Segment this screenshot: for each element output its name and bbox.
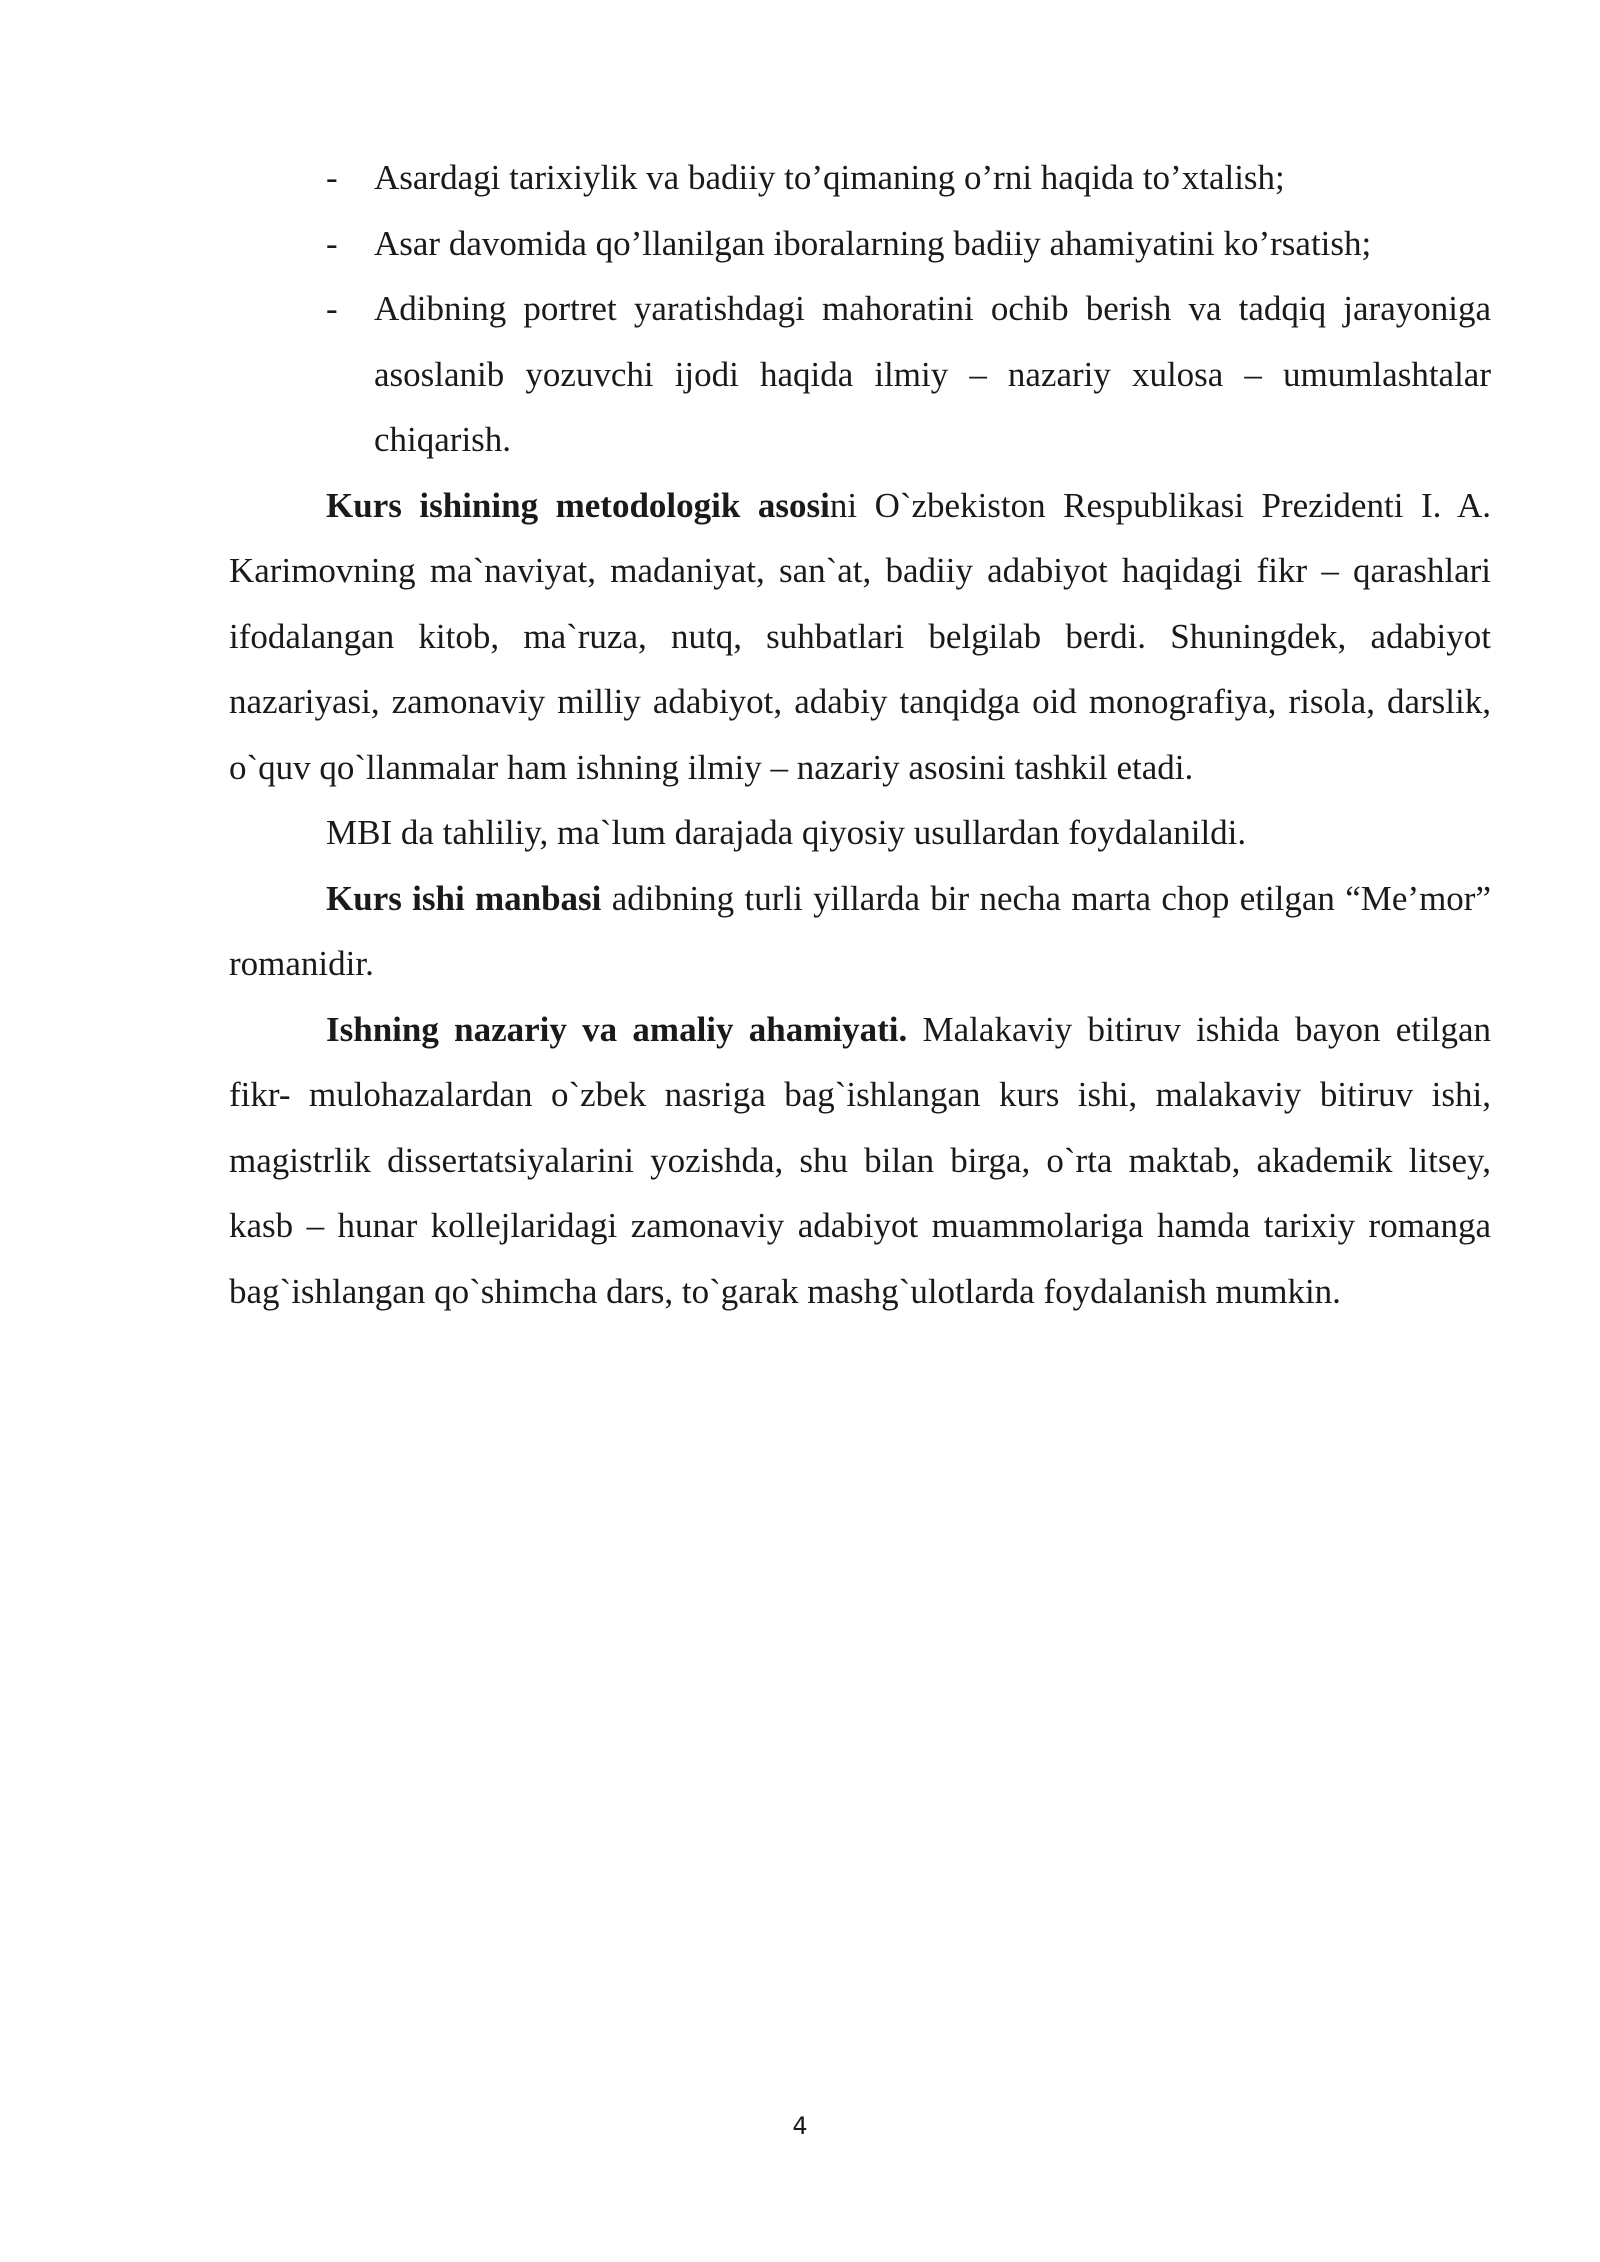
objectives-list [229,145,1491,473]
methodology-paragraph [229,473,1491,801]
page-content [229,145,1491,1324]
page-number: 4 [792,2112,808,2140]
list-item [229,276,1491,473]
dash-marker: - [326,223,338,263]
significance-text: Malakaviy bitiruv ishida bayon etilgan fikr- mulohazalardan o`zbek nasriga bag`ishlangan kurs ishi, malakaviy bitiruv ishi, magistrlik dissertatsiyalarini yozishda, shu bilan birga, o`rta maktab, akademik litsey, kasb – hunar kollejlaridagi zamonaviy adabiyot muammolariga hamda tarixiy romanga bag`ishlangan qo`shimcha dars, to`garak mashg`ulotlarda foydalanish mumkin. [229,1009,1491,1311]
source-paragraph [229,866,1491,997]
list-item [229,145,1491,211]
significance-heading: Ishning nazariy va amaliy ahamiyati. [326,1009,908,1049]
list-item-text: Adibning portret yaratishdagi mahoratini ochib berish va tadqiq jarayoniga asoslanib yozuvchi ijodi haqida ilmiy – nazariy xulosa – umumlashtalar chiqarish. [374,289,1491,459]
source-text: adibning turli yillarda bir necha marta chop etilgan “Me’mor” romanidir. [229,878,1491,983]
methodology-text: ni O`zbekiston Respublikasi Prezidenti I. A. Karimovning ma`naviyat, madaniyat, san`at, badiiy adabiyot haqidagi fikr – qarashlari ifodalangan kitob, ma`ruza, nutq, suhbatlari belgilab berdi. Shuningdek, adabiyot nazariyasi, zamonaviy milliy adabiyot, adabiy tanqidga oid monografiya, risola, darslik, o`quv qo`llanmalar ham ishning ilmiy – nazariy asosini tashkil etadi. [229,485,1491,787]
mbi-text: MBI da tahliliy, ma`lum darajada qiyosiy usullardan foydalanildi. [326,813,1247,852]
list-item-text: Asardagi tarixiylik va badiiy to’qimaning o’rni haqida to’xtalish; [374,158,1285,197]
list-item [229,211,1491,277]
dash-marker: - [326,158,338,197]
source-heading: Kurs ishi manbasi [326,878,602,918]
methodology-heading: Kurs ishining metodologik asosi [326,485,830,525]
dash-marker: - [326,289,338,328]
significance-paragraph [229,997,1491,1325]
mbi-paragraph [229,800,1491,866]
list-item-text: Asar davomida qo’llanilgan iboralarning badiiy ahamiyatini ko’rsatish; [374,223,1372,263]
